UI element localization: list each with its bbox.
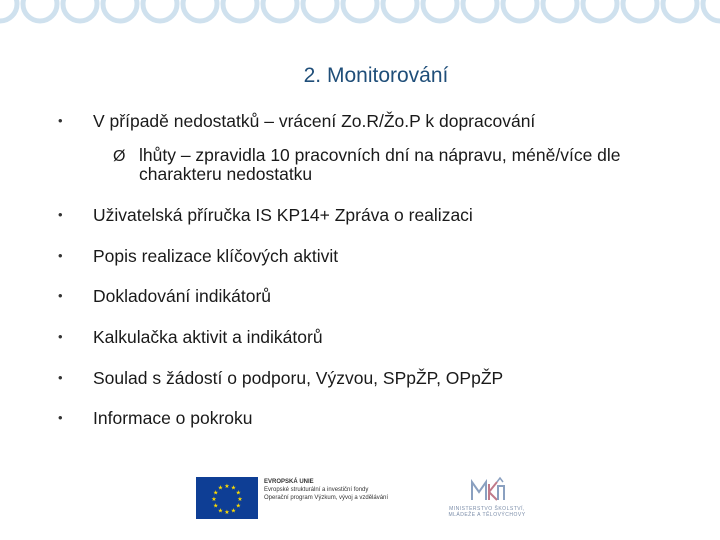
list-item-text: Kalkulačka aktivit a indikátorů [93,327,323,347]
list-item-text: V případě nedostatků – vrácení Zo.R/Žo.P k dopracování [93,111,536,131]
footer-logos [196,472,536,522]
eu-star-icon: ★ [213,503,219,510]
eu-star-icon: ★ [213,490,219,497]
bullet: • [58,329,63,344]
msmt-logo [442,476,532,520]
eu-star-icon: ★ [230,508,237,515]
sub-list-item-text: lhůty – zpravidla 10 pracovních dní na nápravu, méně/více dle charakteru nedostatku [139,145,621,184]
eu-star-icon: ★ [235,490,241,497]
eu-title: EVROPSKÁ UNIE [264,479,314,485]
list-item-text: Informace o pokroku [93,408,253,428]
eu-flag-logo [196,477,258,519]
list-item-text: Popis realizace klíčových aktivit [93,246,339,266]
bullet: • [58,113,63,128]
eu-star-icon: ★ [224,510,230,516]
eu-star-icon: ★ [237,497,243,503]
list-item-text: Dokladování indikátorů [93,286,272,306]
eu-star-icon: ★ [224,484,230,490]
eu-star-icon: ★ [217,485,224,492]
eu-star-icon: ★ [230,485,237,492]
eu-line-1: Evropské strukturální a investiční fondy [264,487,369,493]
list-item-text: Soulad s žádostí o podporu, Výzvou, SPpŽP, OPpŽP [93,368,504,388]
slide-title: 2. Monitorování [303,64,449,87]
bullet: • [58,207,63,222]
bullet: • [58,410,63,425]
msmt-caption: MINISTERSTVO ŠKOLSTVÍ, MLÁDEŽE A TĚLOVÝCHOVY [448,506,526,518]
eu-star-icon: ★ [217,508,224,515]
bullet: • [58,288,63,303]
msmt-emblem-icon [442,476,532,506]
eu-star-icon: ★ [235,503,241,510]
eu-logo-text [264,478,388,502]
arrow-bullet-icon: Ø [113,148,126,165]
decorative-header-pattern [0,0,720,26]
bullet: • [58,248,63,263]
eu-line-2: Operační program Výzkum, vývoj a vzdělávání [264,495,389,501]
bullet: • [58,370,63,385]
eu-star-icon: ★ [211,497,217,503]
list-item-text: Uživatelská příručka IS KP14+ Zpráva o realizaci [93,205,473,225]
